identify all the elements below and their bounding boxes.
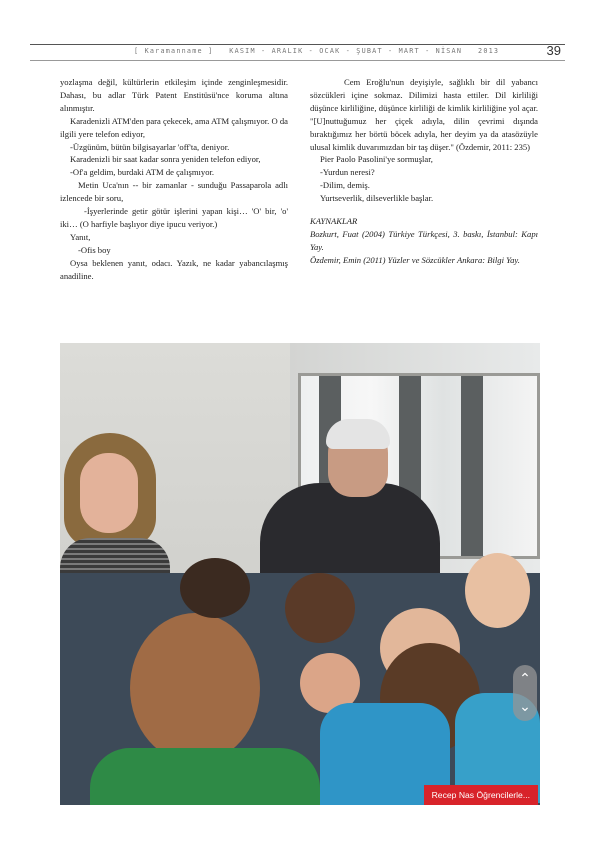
magazine-name: [ Karamanname ] bbox=[134, 47, 214, 55]
chevron-up-icon[interactable]: ⌃ bbox=[519, 671, 531, 687]
classroom-photo bbox=[60, 343, 540, 805]
chevron-down-icon[interactable]: ⌄ bbox=[519, 699, 531, 715]
left-text-column bbox=[60, 76, 288, 283]
reference-item: Özdemir, Emin (2011) Yüzler ve Sözcükler Ankara: Bilgi Yay. bbox=[310, 254, 520, 265]
paragraph: -Yurdun neresi? bbox=[320, 167, 375, 178]
child-head bbox=[285, 573, 355, 643]
reference-item: Bozkurt, Fuat (2004) Türkiye Türkçesi, 3. baskı, İstanbul: Kapı Yay. bbox=[310, 228, 538, 252]
paragraph: Oysa beklenen yanıt, odacı. Yazık, ne kadar yabancılaşmış anadiline. bbox=[60, 257, 288, 281]
page-number: 39 bbox=[546, 43, 561, 58]
man-hair bbox=[326, 419, 390, 449]
paragraph: Yanıt, bbox=[70, 231, 91, 242]
issue-months: KASIM - ARALIK - OCAK - ŞUBAT - MART - NİSAN bbox=[229, 47, 463, 55]
window-blind bbox=[461, 376, 483, 556]
issue-year: 2013 bbox=[478, 47, 500, 55]
child-shirt bbox=[90, 748, 320, 805]
paragraph: -İşyerlerinde getir götür işlerini yapan kişi… 'O' bir, 'o' iki… (O harfiyle başlıyor diye ipucu veriyor.) bbox=[60, 206, 288, 229]
paragraph: yozlaşma değil, kültürlerin etkileşim içinde zenginleşmesidir. Dahası, bu adlar Türk Patent Enstitüsü'nce koruma altına alınmıştır. bbox=[60, 77, 288, 113]
paragraph: -Of'a geldim, burdaki ATM de çalışmıyor. bbox=[70, 167, 215, 178]
paragraph: -Ofis boy bbox=[78, 244, 111, 255]
paragraph: Cem Eroğlu'nun deyişiyle, sağlıklı bir dil yabancı sözcükleri içine sokmaz. Dilimizi hasta ettiler. Dil kirliliği düşünce kirliliğine, düşünce kirliliği de kimlik kirliliğine yol açar. "[U]nuttuğumuz her çiçek adıyla, dilin çevrimi dışında bıraktığımız her börtü böcek adıyla, her deyim ya da atasözüyle ulusal kimlik duvarımızdan bir taş düşer." (Özdemir, 2011: 235) bbox=[310, 77, 538, 152]
paragraph: Karadenizli ATM'den para çekecek, ama ATM çalışmıyor. O da ilgili yere telefon ediyor, bbox=[60, 115, 288, 139]
photo-caption: Recep Nas Öğrencilerle... bbox=[424, 785, 538, 805]
right-text-column bbox=[310, 76, 538, 267]
references-title: KAYNAKLAR bbox=[310, 216, 358, 227]
paragraph: -Dilim, demiş. bbox=[320, 180, 370, 191]
child-head bbox=[180, 558, 250, 618]
header-meta bbox=[134, 47, 499, 55]
header-bottom-rule bbox=[30, 60, 565, 61]
paragraph: Yurtseverlik, dilseverlikle başlar. bbox=[320, 193, 434, 204]
woman-face bbox=[80, 453, 138, 533]
paragraph: -Üzgünüm, bütün bilgisayarlar 'off'ta, deniyor. bbox=[70, 141, 230, 152]
header-top-rule bbox=[30, 44, 565, 45]
photo-nav-control bbox=[513, 665, 537, 721]
child-head bbox=[130, 613, 260, 763]
paragraph: Karadenizli bir saat kadar sonra yeniden telefon ediyor, bbox=[70, 154, 261, 165]
paragraph: Metin Uca'nın -- bir zamanlar - sunduğu Passaparola adlı izlencede bir soru, bbox=[60, 180, 288, 204]
child-face bbox=[465, 553, 530, 628]
children-group bbox=[60, 573, 540, 805]
paragraph: Pier Paolo Pasolini'ye sormuşlar, bbox=[320, 154, 433, 165]
